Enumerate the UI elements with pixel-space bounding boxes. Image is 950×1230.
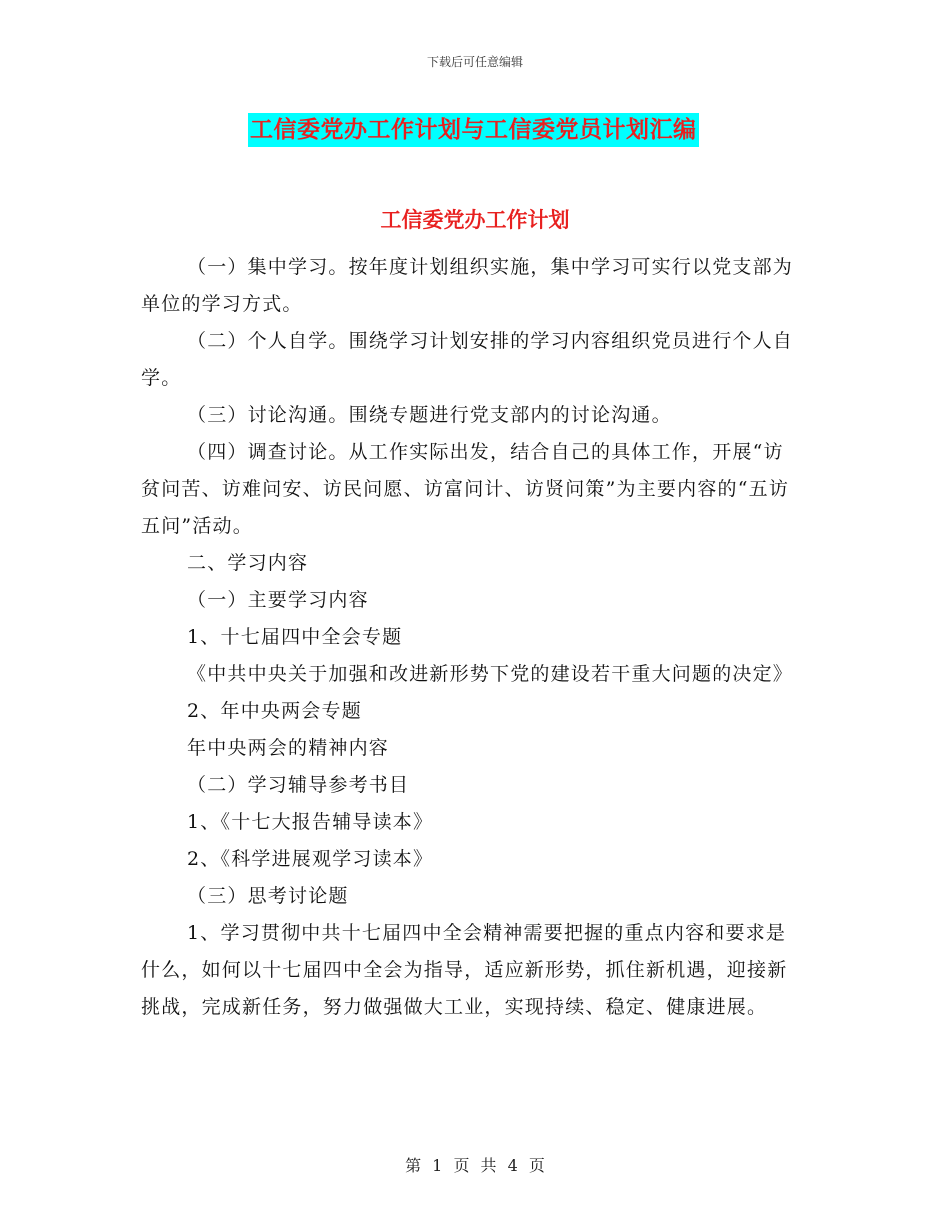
paragraph: 2、《科学进展观学习读本》 xyxy=(187,848,434,870)
paragraph: 2、年中央两会专题 xyxy=(187,700,362,722)
paragraph: （一）集中学习。按年度计划组织实施，集中学习可实行以党支部为单位的学习方式。 xyxy=(141,256,794,315)
paragraph: （一）主要学习内容 xyxy=(187,589,369,611)
header-note: 下载后可任意编辑 xyxy=(426,55,523,69)
paragraph: （三）思考讨论题 xyxy=(187,885,349,907)
paragraph: 1、《十七大报告辅导读本》 xyxy=(187,811,434,833)
paragraph: 《中共中央关于加强和改进新形势下党的建设若干重大问题的决定》 xyxy=(187,663,794,685)
paragraph: 年中央两会的精神内容 xyxy=(187,737,390,759)
page-footer: 第 1 页 共 4 页 xyxy=(405,1156,545,1175)
document-body xyxy=(141,249,801,1026)
paragraph: 1、学习贯彻中共十七届四中全会精神需要把握的重点内容和要求是什么，如何以十七届四中全会为指导，适应新形势，抓住新机遇，迎接新挑战，完成新任务，努力做强做大工业，实现持续、稳定、健康进展。 xyxy=(141,922,788,1018)
paragraph: 1、十七届四中全会专题 xyxy=(187,626,403,648)
document-title: 工信委党办工作计划与工信委党员计划汇编 xyxy=(248,113,699,147)
paragraph: 二、学习内容 xyxy=(187,552,309,574)
paragraph: （三）讨论沟通。围绕专题进行党支部内的讨论沟通。 xyxy=(187,404,672,426)
section-title: 工信委党办工作计划 xyxy=(380,208,570,232)
paragraph: （二）学习辅导参考书目 xyxy=(187,774,410,796)
paragraph: （四）调查讨论。从工作实际出发，结合自己的具体工作，开展“访贫问苦、访难问安、访民问愿、访富问计、访贤问策”为主要内容的“五访五问”活动。 xyxy=(141,441,790,537)
paragraph: （二）个人自学。围绕学习计划安排的学习内容组织党员进行个人自学。 xyxy=(141,330,794,389)
